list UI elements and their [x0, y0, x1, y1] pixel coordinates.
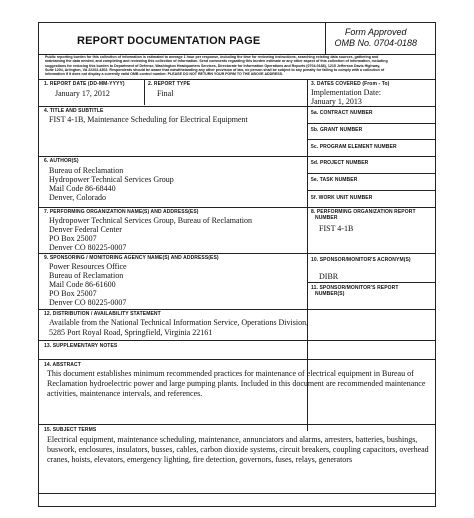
- sponsoring-agency-line: Power Resources Office: [49, 262, 127, 271]
- author-line: Hydropower Technical Services Group: [49, 175, 174, 184]
- title-label: 4. TITLE AND SUBTITLE: [44, 108, 104, 114]
- performing-org-line: PO Box 25007: [49, 234, 97, 243]
- divider: [144, 79, 145, 105]
- divider: [39, 156, 435, 157]
- divider: [307, 282, 435, 283]
- dates-covered-value-line1: Implementation Date:: [311, 88, 381, 97]
- author-line: Bureau of Reclamation: [49, 166, 124, 175]
- divider: [307, 123, 435, 124]
- sponsor-report-label-line1: 11. SPONSOR/MONITOR'S REPORT: [311, 285, 399, 291]
- divider: [39, 79, 435, 80]
- divider: [39, 359, 435, 360]
- subject-terms-label: 15. SUBJECT TERMS: [44, 427, 97, 433]
- report-type-value: Final: [157, 89, 174, 98]
- supplementary-label: 13. SUPPLEMENTARY NOTES: [44, 343, 118, 349]
- author-line: Mail Code 86-68440: [49, 184, 116, 193]
- authors-label: 6. AUTHOR(S): [44, 158, 79, 164]
- performing-org-line: Denver Federal Center: [49, 225, 122, 234]
- burden-line: information if it does not display a currently valid OMB control number. PLEASE DO NOT RETURN YOUR FORM TO THE ABOVE ADDRESS.: [45, 72, 284, 77]
- contract-number-label: 5a. CONTRACT NUMBER: [311, 110, 373, 116]
- subject-terms-text: Electrical equipment, maintenance scheduling, maintenance, annunciators and alarms, arresters, batteries, bushings, buswork, enclosures, insulators, busses, cables, carbon dioxide systems, circuit breakers, coupling capacitors, overhead cranes, hoists, elevators, emergency lighting, fire detection, governors, fuses, relays, generators: [47, 435, 429, 464]
- performing-report-label-line1: 8. PERFORMING ORGANIZATION REPORT: [311, 209, 416, 215]
- program-element-label: 5c. PROGRAM ELEMENT NUMBER: [311, 144, 397, 150]
- burden-line: maintaining the data needed, and completing and reviewing this collection of information. Send comments regarding this burden estimate or any other aspect of this collection of information, including: [45, 59, 388, 64]
- divider: [39, 253, 435, 254]
- distribution-line: Available from the National Technical Information Service, Operations Division,: [49, 318, 309, 327]
- project-number-label: 5d. PROJECT NUMBER: [311, 160, 369, 166]
- performing-org-label: 7. PERFORMING ORGANIZATION NAME(S) AND ADDRESS(ES): [44, 209, 199, 215]
- grant-number-label: 5b. GRANT NUMBER: [311, 127, 363, 133]
- page-title: REPORT DOCUMENTATION PAGE: [77, 35, 261, 47]
- sponsor-report-label-line2: NUMBER(S): [315, 291, 345, 297]
- divider: [39, 340, 435, 341]
- distribution-label: 12. DISTRIBUTION / AVAILABILITY STATEMENT: [44, 311, 161, 317]
- sponsor-acronym-label: 10. SPONSOR/MONITOR'S ACRONYM(S): [311, 257, 411, 263]
- sponsor-acronym-value: DIBR: [319, 272, 339, 281]
- abstract-label: 14. ABSTRACT: [44, 362, 81, 368]
- abstract-text: This document establishes minimum recommended practices for maintenance of electrical equipment in Bureau of Reclamation hydroelectric power and large pumping plants. Included in this document are recommended maintenance activities, maintenance intervals, and references.: [47, 369, 426, 398]
- divider: [39, 106, 435, 107]
- divider: [39, 424, 435, 425]
- report-documentation-form: [38, 22, 436, 507]
- burden-line: Suite 1204, Arlington, VA 22202-4302. Respondents should be aware that notwithstanding any other provision of law, no person shall be subject to any penalty for failing to comply with a collection of: [45, 67, 385, 72]
- burden-line: suggestions for reducing this burden to Department of Defense, Washington Headquarters Services, Directorate for Information Operations and Reports (0704-0188), 1215 Jefferson Davis Highway,: [45, 63, 381, 68]
- report-type-label: 2. REPORT TYPE: [148, 81, 191, 87]
- form-approved-text: Form Approved: [344, 27, 407, 37]
- dates-covered-value-line2: January 1, 2013: [311, 97, 362, 106]
- performing-org-line: Hydropower Technical Services Group, Bureau of Reclamation: [49, 216, 253, 225]
- form-approval-block: [334, 27, 417, 49]
- sponsoring-agency-line: PO Box 25007: [49, 289, 97, 298]
- task-number-label: 5e. TASK NUMBER: [311, 177, 358, 183]
- divider: [39, 309, 435, 310]
- performing-report-label-line2: NUMBER: [315, 215, 338, 221]
- divider: [39, 493, 435, 494]
- burden-statement: [45, 55, 433, 76]
- burden-line: Public reporting burden for this collection of information is estimated to average 1 hour per response, including the time for reviewing instructions, searching existing data sources, gathering and: [45, 55, 379, 59]
- performing-report-value: FIST 4-1B: [319, 224, 354, 233]
- distribution-line: 5285 Port Royal Road, Springfield, Virginia 22161: [49, 328, 213, 337]
- divider: [39, 207, 435, 208]
- divider: [307, 173, 435, 174]
- dates-covered-label: 3. DATES COVERED (From - To): [311, 81, 390, 87]
- author-line: Denver, Colorado: [49, 193, 106, 202]
- divider: [307, 139, 435, 140]
- omb-number: OMB No. 0704-0188: [334, 38, 417, 48]
- sponsoring-agency-line: Mail Code 86-61600: [49, 280, 116, 289]
- performing-org-line: Denver CO 80225-0007: [49, 243, 127, 252]
- report-date-value: January 17, 2012: [55, 89, 110, 98]
- sponsoring-agency-line: Denver CO 80225-0007: [49, 298, 127, 307]
- header-divider: [325, 23, 326, 55]
- title-value: FIST 4-1B, Maintenance Scheduling for Electrical Equipment: [49, 115, 248, 124]
- work-unit-label: 5f. WORK UNIT NUMBER: [311, 195, 373, 201]
- sponsoring-agency-line: Bureau of Reclamation: [49, 271, 124, 280]
- sponsoring-agency-label: 9. SPONSORING / MONITORING AGENCY NAME(S) AND ADDRESS(ES): [44, 255, 219, 261]
- report-date-label: 1. REPORT DATE (DD-MM-YYYY): [44, 81, 125, 87]
- divider: [307, 190, 435, 191]
